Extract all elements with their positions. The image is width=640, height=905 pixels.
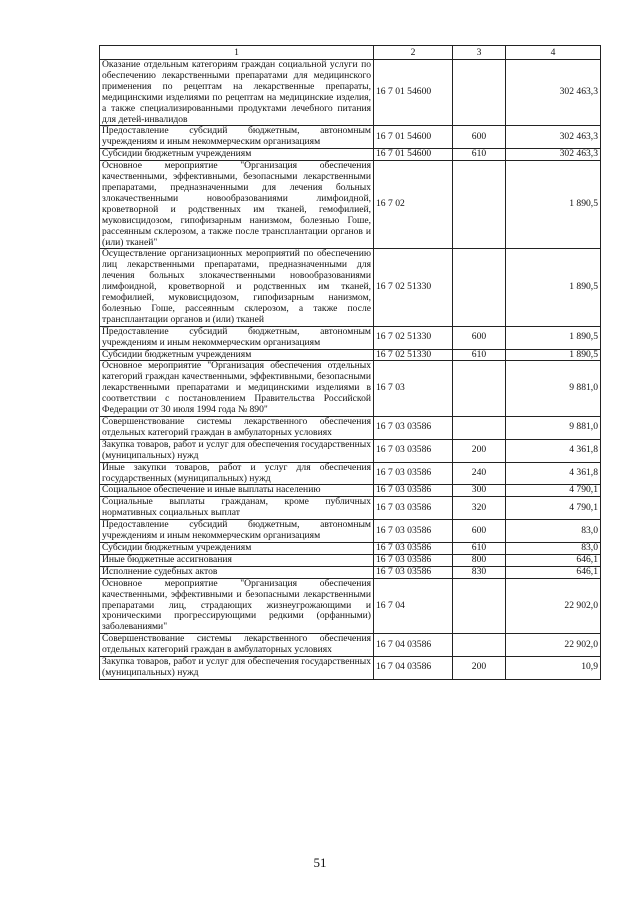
row-sum: 4 790,1 bbox=[506, 485, 601, 497]
row-code: 16 7 04 03586 bbox=[374, 657, 453, 680]
row-sum: 302 463,3 bbox=[506, 60, 601, 126]
table-row bbox=[100, 657, 601, 680]
table-row bbox=[100, 249, 601, 326]
row-code: 16 7 02 51330 bbox=[374, 249, 453, 326]
row-type: 200 bbox=[453, 439, 506, 462]
page-number: 51 bbox=[313, 855, 327, 870]
row-code: 16 7 04 03586 bbox=[374, 634, 453, 657]
row-code: 16 7 03 03586 bbox=[374, 566, 453, 578]
row-sum: 9 881,0 bbox=[506, 417, 601, 440]
row-sum: 4 361,8 bbox=[506, 439, 601, 462]
row-name: Социальные выплаты гражданам, кроме публичных нормативных социальных выплат bbox=[100, 497, 374, 520]
row-sum: 302 463,3 bbox=[506, 149, 601, 161]
row-name: Иные закупки товаров, работ и услуг для обеспечения государственных (муниципальных) нужд bbox=[100, 462, 374, 485]
table-row bbox=[100, 485, 601, 497]
row-name: Социальное обеспечение и иные выплаты населению bbox=[100, 485, 374, 497]
row-sum: 1 890,5 bbox=[506, 349, 601, 361]
row-name: Осуществление организационных мероприятий по обеспечению лиц лекарственными препаратами, предназначенными для лечения больных злокачественными новообразованиями лимфоидной, кроветворной и родственных им тканей, гемофилией, муковисцидозом, гипофизарным нанизмом, болезнью Гоше, рассеянным склерозом, а также после трансплантации органов и (или) тканей bbox=[100, 249, 374, 326]
header-col-sum: 4 bbox=[506, 46, 601, 60]
table-row bbox=[100, 361, 601, 417]
header-row bbox=[100, 46, 601, 60]
table-row bbox=[100, 126, 601, 149]
row-type bbox=[453, 60, 506, 126]
row-type bbox=[453, 634, 506, 657]
row-sum: 22 902,0 bbox=[506, 578, 601, 634]
row-type bbox=[453, 249, 506, 326]
table-row bbox=[100, 161, 601, 249]
row-name: Субсидии бюджетным учреждениям bbox=[100, 149, 374, 161]
row-type: 240 bbox=[453, 462, 506, 485]
row-code: 16 7 03 bbox=[374, 361, 453, 417]
row-code: 16 7 03 03586 bbox=[374, 439, 453, 462]
table-row bbox=[100, 417, 601, 440]
row-type bbox=[453, 578, 506, 634]
row-type: 800 bbox=[453, 554, 506, 566]
table-row bbox=[100, 462, 601, 485]
row-type: 600 bbox=[453, 520, 506, 543]
row-name: Предоставление субсидий бюджетным, автономным учреждениям и иным некоммерческим организациям bbox=[100, 126, 374, 149]
row-name: Совершенствование системы лекарственного обеспечения отдельных категорий граждан в амбулаторных условиях bbox=[100, 634, 374, 657]
row-name: Субсидии бюджетным учреждениям bbox=[100, 542, 374, 554]
row-code: 16 7 02 51330 bbox=[374, 349, 453, 361]
row-sum: 646,1 bbox=[506, 554, 601, 566]
table-row bbox=[100, 542, 601, 554]
table-row bbox=[100, 326, 601, 349]
row-sum: 22 902,0 bbox=[506, 634, 601, 657]
table-row bbox=[100, 60, 601, 126]
row-sum: 1 890,5 bbox=[506, 249, 601, 326]
row-code: 16 7 02 bbox=[374, 161, 453, 249]
row-name: Оказание отдельным категориям граждан социальной услуги по обеспечению лекарственными препаратами для медицинского применения по рецептам на лекарственные препараты, медицинскими изделиями по рецептам на медицинские изделия, а также специализированными продуктами лечебного питания для детей-инвалидов bbox=[100, 60, 374, 126]
row-type bbox=[453, 417, 506, 440]
table-row bbox=[100, 349, 601, 361]
header-col-code: 2 bbox=[374, 46, 453, 60]
row-type: 830 bbox=[453, 566, 506, 578]
table-row bbox=[100, 566, 601, 578]
table-row bbox=[100, 634, 601, 657]
row-name: Закупка товаров, работ и услуг для обеспечения государственных (муниципальных) нужд bbox=[100, 657, 374, 680]
row-name: Иные бюджетные ассигнования bbox=[100, 554, 374, 566]
row-code: 16 7 03 03586 bbox=[374, 520, 453, 543]
table-row bbox=[100, 149, 601, 161]
row-type: 200 bbox=[453, 657, 506, 680]
row-code: 16 7 03 03586 bbox=[374, 462, 453, 485]
row-type: 610 bbox=[453, 542, 506, 554]
row-code: 16 7 03 03586 bbox=[374, 485, 453, 497]
row-sum: 9 881,0 bbox=[506, 361, 601, 417]
table-row bbox=[100, 497, 601, 520]
row-code: 16 7 01 54600 bbox=[374, 126, 453, 149]
row-type: 300 bbox=[453, 485, 506, 497]
row-sum: 646,1 bbox=[506, 566, 601, 578]
header-col-name: 1 bbox=[100, 46, 374, 60]
header-col-type: 3 bbox=[453, 46, 506, 60]
row-name: Основное мероприятие "Организация обеспечения качественными, эффективными и безопасными лекарственными препаратами лиц, страдающих жизнеугрожающими и хроническими прогрессирующими редкими (орфанными) заболеваниями" bbox=[100, 578, 374, 634]
table-row bbox=[100, 554, 601, 566]
row-sum: 4 790,1 bbox=[506, 497, 601, 520]
row-name: Основное мероприятие "Организация обеспечения отдельных категорий граждан качественными, эффективными, безопасными лекарственными препаратами и медицинскими изделиями в соответствии с постановлением Правительства Российской Федерации от 30 июля 1994 года № 890" bbox=[100, 361, 374, 417]
row-type bbox=[453, 361, 506, 417]
row-name: Совершенствование системы лекарственного обеспечения отдельных категорий граждан в амбулаторных условиях bbox=[100, 417, 374, 440]
row-code: 16 7 03 03586 bbox=[374, 497, 453, 520]
row-name: Исполнение судебных актов bbox=[100, 566, 374, 578]
row-type: 610 bbox=[453, 349, 506, 361]
row-code: 16 7 03 03586 bbox=[374, 554, 453, 566]
row-type: 610 bbox=[453, 149, 506, 161]
row-sum: 1 890,5 bbox=[506, 161, 601, 249]
row-code: 16 7 04 bbox=[374, 578, 453, 634]
row-sum: 10,9 bbox=[506, 657, 601, 680]
row-name: Субсидии бюджетным учреждениям bbox=[100, 349, 374, 361]
row-code: 16 7 01 54600 bbox=[374, 60, 453, 126]
row-code: 16 7 02 51330 bbox=[374, 326, 453, 349]
row-code: 16 7 01 54600 bbox=[374, 149, 453, 161]
row-type: 600 bbox=[453, 326, 506, 349]
row-sum: 4 361,8 bbox=[506, 462, 601, 485]
row-sum: 83,0 bbox=[506, 520, 601, 543]
row-name: Предоставление субсидий бюджетным, автономным учреждениям и иным некоммерческим организациям bbox=[100, 520, 374, 543]
table-body bbox=[100, 60, 601, 680]
row-sum: 302 463,3 bbox=[506, 126, 601, 149]
table-row bbox=[100, 520, 601, 543]
row-type: 600 bbox=[453, 126, 506, 149]
row-sum: 83,0 bbox=[506, 542, 601, 554]
row-type bbox=[453, 161, 506, 249]
row-sum: 1 890,5 bbox=[506, 326, 601, 349]
table-row bbox=[100, 578, 601, 634]
row-name: Основное мероприятие "Организация обеспечения качественными, эффективными, безопасными лекарственными препаратами, предназначенными для лечения больных злокачественными новообразованиями лимфоидной, кроветворной и родственных им тканей, гемофилией, муковисцидозом, гипофизарным нанизмом, болезнью Гоше, рассеянным склерозом, а также после трансплантации органов и (или) тканей" bbox=[100, 161, 374, 249]
row-name: Предоставление субсидий бюджетным, автономным учреждениям и иным некоммерческим организациям bbox=[100, 326, 374, 349]
table-row bbox=[100, 439, 601, 462]
budget-table bbox=[99, 45, 601, 680]
row-name: Закупка товаров, работ и услуг для обеспечения государственных (муниципальных) нужд bbox=[100, 439, 374, 462]
row-code: 16 7 03 03586 bbox=[374, 542, 453, 554]
row-type: 320 bbox=[453, 497, 506, 520]
row-code: 16 7 03 03586 bbox=[374, 417, 453, 440]
